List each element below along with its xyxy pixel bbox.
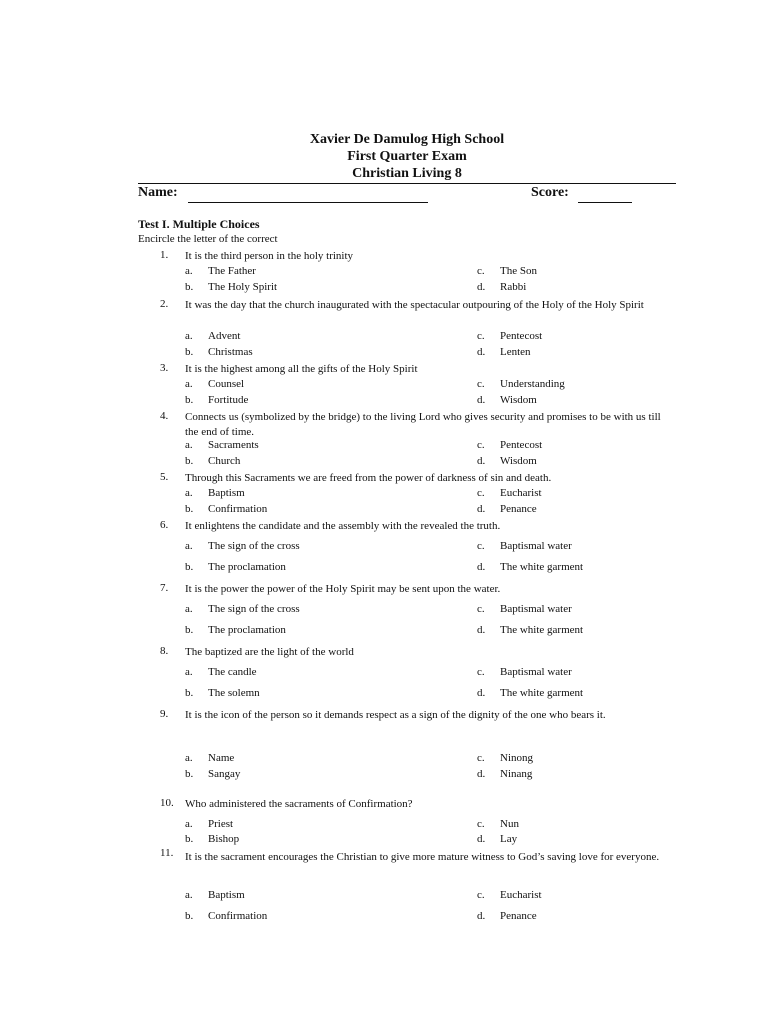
question-text: It is the third person in the holy trinity (185, 250, 354, 262)
question-number: 9. (160, 708, 169, 720)
question-text: It enlightens the candidate and the assembly with the revealed the truth. (185, 520, 501, 532)
option-letter: c. (477, 818, 485, 830)
option-a: Baptism (208, 487, 245, 499)
option-a: Name (208, 752, 235, 764)
option-c: Ninong (500, 752, 533, 764)
score-label: Score: (531, 185, 569, 200)
option-letter: c. (477, 752, 485, 764)
option-a: Sacraments (208, 439, 259, 451)
option-a: Counsel (208, 378, 245, 390)
option-d: Ninang (500, 768, 533, 780)
option-letter: a. (185, 540, 193, 552)
option-letter: b. (185, 346, 194, 358)
option-c: Understanding (500, 378, 565, 390)
option-d: Wisdom (500, 394, 537, 406)
option-d: The white garment (500, 687, 584, 699)
option-letter: d. (477, 455, 486, 467)
option-d: Wisdom (500, 455, 537, 467)
option-letter: c. (477, 889, 485, 901)
option-c: Pentecost (500, 330, 543, 342)
option-letter: b. (185, 910, 194, 922)
option-c: Baptismal water (500, 540, 572, 552)
option-d: The white garment (500, 561, 584, 573)
option-letter: a. (185, 666, 193, 678)
option-c: Nun (500, 818, 519, 830)
option-d: Lenten (500, 346, 531, 358)
option-b: Fortitude (208, 394, 249, 406)
option-letter: d. (477, 624, 486, 636)
question-text: It was the day that the church inaugurated with the spectacular outpouring of the Holy of the Holy Spirit (185, 299, 644, 311)
subject-title: Christian Living 8 (352, 166, 462, 181)
option-d: Penance (500, 910, 537, 922)
option-letter: c. (477, 666, 485, 678)
option-letter: a. (185, 889, 193, 901)
question-number: 10. (160, 797, 174, 809)
option-letter: b. (185, 833, 194, 845)
option-c: Eucharist (500, 487, 542, 499)
option-c: Baptismal water (500, 666, 572, 678)
question-text: Connects us (symbolized by the bridge) to the living Lord who gives security and promises to be with us till the end of time. (185, 411, 661, 438)
question-text: It is the power the power of the Holy Spirit may be sent upon the water. (185, 583, 501, 595)
option-letter: d. (477, 281, 486, 293)
option-letter: d. (477, 687, 486, 699)
question-number: 4. (160, 410, 169, 422)
option-letter: d. (477, 503, 486, 515)
option-letter: d. (477, 394, 486, 406)
question-text: It is the highest among all the gifts of the Holy Spirit (185, 363, 418, 375)
option-a: The sign of the cross (208, 540, 300, 552)
school-name: Xavier De Damulog High School (309, 132, 505, 147)
option-letter: d. (477, 346, 486, 358)
question-text: It is the icon of the person so it demands respect as a sign of the dignity of the one who bears it. (185, 709, 606, 721)
question-number: 8. (160, 645, 169, 657)
option-b: Confirmation (208, 910, 268, 922)
option-a: The Father (208, 265, 256, 277)
option-letter: c. (477, 378, 485, 390)
option-letter: a. (185, 603, 193, 615)
question-number: 6. (160, 519, 169, 531)
question-number: 3. (160, 362, 169, 374)
question-number: 11. (160, 847, 174, 859)
option-letter: c. (477, 487, 485, 499)
question-text: The baptized are the light of the world (185, 646, 354, 658)
question-text: Through this Sacraments we are freed from the power of darkness of sin and death. (185, 472, 552, 484)
option-c: The Son (500, 265, 537, 277)
option-a: The sign of the cross (208, 603, 300, 615)
option-letter: c. (477, 540, 485, 552)
option-d: Lay (500, 833, 518, 845)
option-a: Advent (208, 330, 241, 342)
test-title: Test I. Multiple Choices (138, 217, 260, 231)
option-c: Eucharist (500, 889, 542, 901)
option-letter: b. (185, 624, 194, 636)
option-b: Confirmation (208, 503, 268, 515)
exam-title: First Quarter Exam (347, 149, 467, 164)
option-letter: d. (477, 768, 486, 780)
option-letter: d. (477, 561, 486, 573)
question-number: 5. (160, 471, 169, 483)
option-b: Christmas (208, 346, 253, 358)
name-blank (188, 202, 428, 203)
option-d: The white garment (500, 624, 584, 636)
option-letter: c. (477, 330, 485, 342)
option-letter: d. (477, 833, 486, 845)
test-instruction: Encircle the letter of the correct (138, 233, 278, 245)
option-letter: a. (185, 378, 193, 390)
name-label: Name: (138, 185, 178, 200)
option-a: Baptism (208, 889, 245, 901)
option-b: Bishop (208, 833, 240, 845)
option-letter: b. (185, 561, 194, 573)
option-b: Sangay (208, 768, 241, 780)
option-letter: a. (185, 330, 193, 342)
option-b: The solemn (208, 687, 260, 699)
option-b: The Holy Spirit (208, 281, 278, 293)
option-a: Priest (208, 818, 234, 830)
option-letter: b. (185, 281, 194, 293)
option-letter: a. (185, 818, 193, 830)
question-number: 2. (160, 298, 169, 310)
option-b: The proclamation (208, 561, 286, 573)
option-letter: c. (477, 603, 485, 615)
option-letter: a. (185, 487, 193, 499)
option-letter: c. (477, 265, 485, 277)
option-letter: c. (477, 439, 485, 451)
question-number: 7. (160, 582, 169, 594)
header-rule (138, 183, 676, 184)
option-letter: d. (477, 910, 486, 922)
question-text: It is the sacrament encourages the Christian to give more mature witness to God’s saving love for everyone. (185, 851, 660, 863)
option-letter: a. (185, 439, 193, 451)
option-d: Rabbi (500, 281, 527, 293)
option-letter: b. (185, 687, 194, 699)
option-letter: b. (185, 394, 194, 406)
question-number: 1. (160, 249, 169, 261)
question-text: Who administered the sacraments of Confirmation? (185, 798, 413, 810)
option-c: Baptismal water (500, 603, 572, 615)
option-letter: a. (185, 752, 193, 764)
score-blank (578, 202, 632, 203)
option-d: Penance (500, 503, 537, 515)
option-letter: a. (185, 265, 193, 277)
option-a: The candle (208, 666, 257, 678)
option-letter: b. (185, 503, 194, 515)
option-b: Church (208, 455, 241, 467)
option-letter: b. (185, 455, 194, 467)
option-b: The proclamation (208, 624, 286, 636)
option-letter: b. (185, 768, 194, 780)
option-c: Pentecost (500, 439, 543, 451)
